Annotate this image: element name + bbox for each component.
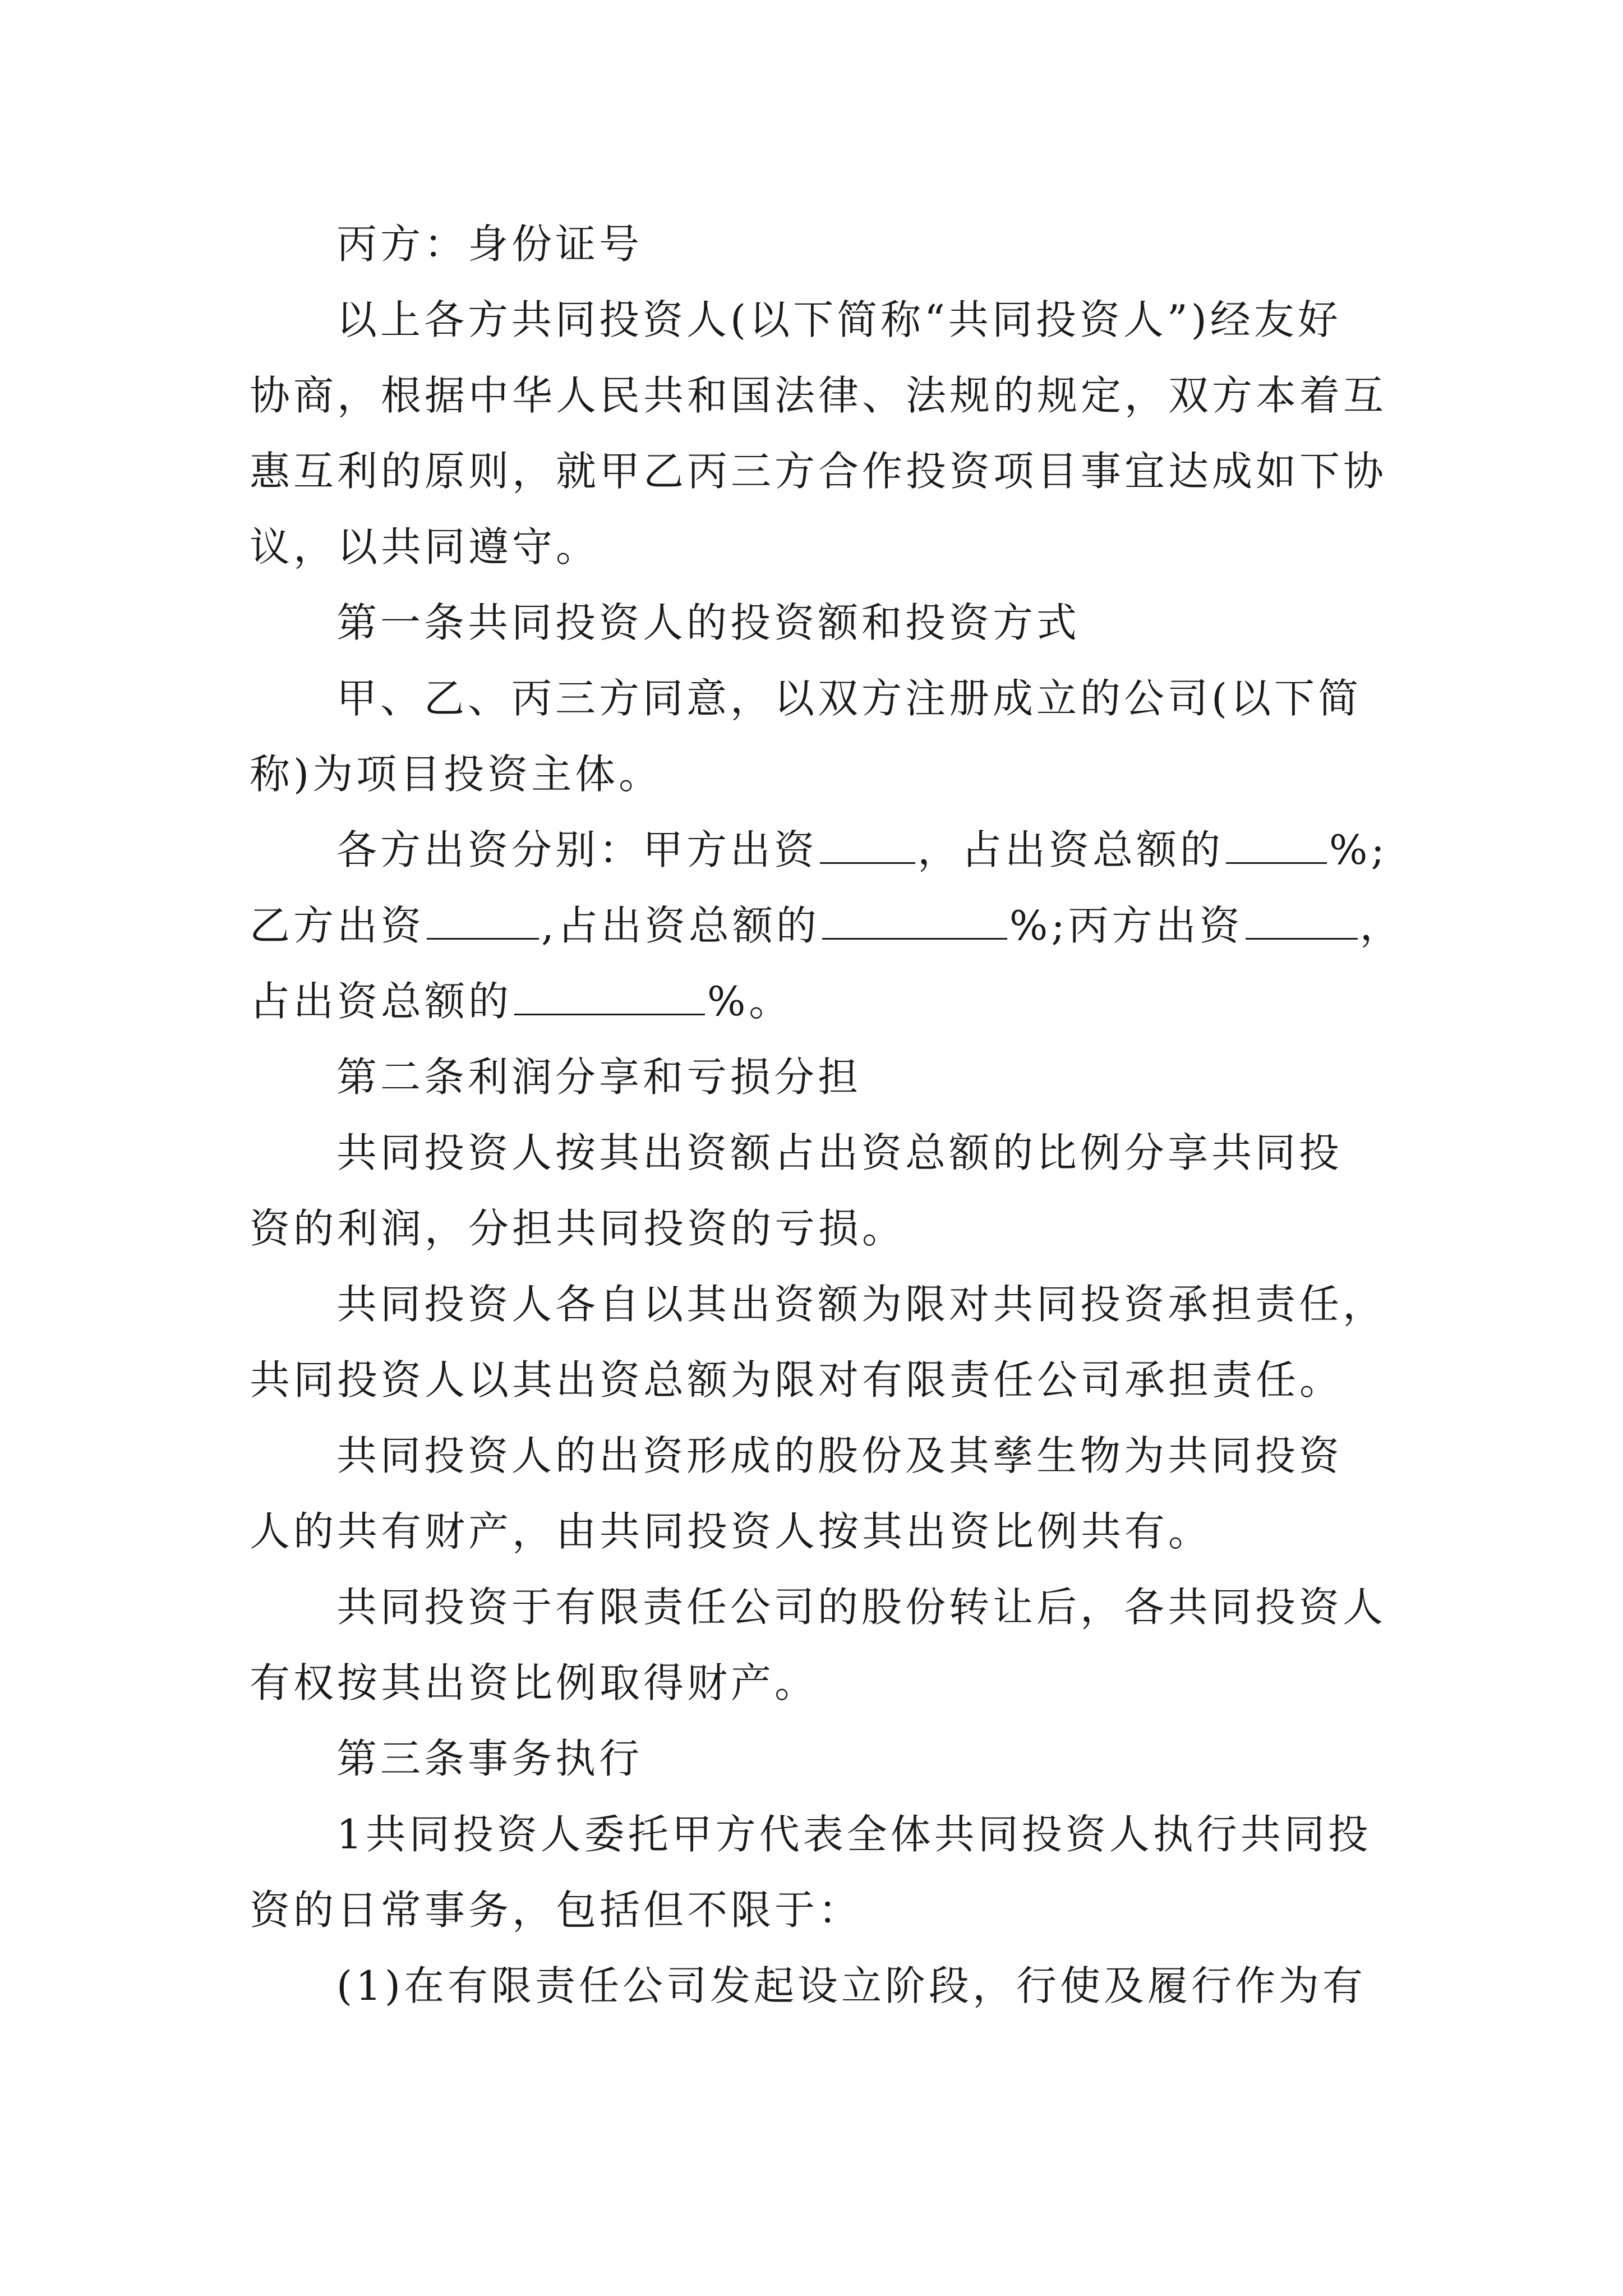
article-2-para-3-line-2 xyxy=(250,1503,1212,1559)
contribution-text-b: ，占出资总额的 xyxy=(917,826,1224,873)
article-2-para-1-line-2 xyxy=(250,1200,906,1257)
contribution-text-d: 乙方出资 xyxy=(250,902,425,949)
article-1-para-1-line-1 xyxy=(336,670,1362,726)
party-a-amount-blank xyxy=(820,823,915,864)
article-2-text-6: 人的共有财产，由共同投资人按其出资比例共有。 xyxy=(250,1508,1212,1555)
contribution-text-a: 各方出资分别：甲方出资 xyxy=(336,826,818,873)
article-3-text-1: 1共同投资人委托甲方代表全体共同投资人执行共同投 xyxy=(336,1811,1372,1858)
preamble-line-3 xyxy=(250,443,1387,499)
article-2-text-2: 资的利润，分担共同投资的亏损。 xyxy=(250,1205,906,1252)
article-2-para-2-line-2 xyxy=(250,1352,1343,1408)
party-c-id-text: 丙方：身份证号 xyxy=(336,220,643,268)
article-2-text-5: 共同投资人的出资形成的股份及其孳生物为共同投资 xyxy=(336,1432,1343,1479)
article-2-text-7: 共同投资于有限责任公司的股份转让后，各共同投资人 xyxy=(336,1584,1387,1631)
article-2-para-1-line-1 xyxy=(336,1125,1343,1181)
preamble-line-1 xyxy=(336,292,1341,348)
contribution-text-h: 占出资总额的 xyxy=(250,978,513,1025)
contribution-text-g: ， xyxy=(1359,902,1404,949)
article-3-item-1-line-1 xyxy=(336,1958,1366,2014)
contribution-text-f: %;丙方出资 xyxy=(1009,902,1243,949)
article-1-text-2: 称)为项目投资主体。 xyxy=(250,751,663,798)
article-1-para-1-line-2 xyxy=(250,746,662,802)
article-3-title: 第三条事务执行 xyxy=(336,1735,643,1782)
party-c-amount-blank xyxy=(1246,899,1358,940)
article-2-title: 第二条利润分享和亏损分担 xyxy=(336,1053,862,1101)
article-1-heading xyxy=(336,595,1080,651)
preamble-line-4 xyxy=(250,519,600,575)
contribution-text-i: %。 xyxy=(707,978,793,1025)
article-2-para-4-line-2 xyxy=(250,1655,818,1711)
article-3-text-2: 资的日常事务，包括但不限于： xyxy=(250,1887,863,1934)
article-2-text-3: 共同投资人各自以其出资额为限对共同投资承担责任， xyxy=(336,1281,1387,1328)
article-2-text-1: 共同投资人按其出资额占出资总额的比例分享共同投 xyxy=(336,1129,1343,1176)
article-2-para-2-line-1 xyxy=(336,1276,1386,1332)
party-b-amount-blank xyxy=(427,899,539,940)
article-1-title: 第一条共同投资人的投资额和投资方式 xyxy=(336,599,1081,646)
party-c-id-line xyxy=(336,216,643,272)
preamble-line-2 xyxy=(250,367,1387,424)
article-2-text-8: 有权按其出资比例取得财产。 xyxy=(250,1659,819,1706)
preamble-text-4: 议，以共同遵守。 xyxy=(250,523,600,570)
party-a-percent-blank xyxy=(1226,823,1327,864)
article-3-para-1-line-2 xyxy=(250,1882,862,1938)
article-2-text-4: 共同投资人以其出资总额为限对有限责任公司承担责任。 xyxy=(250,1356,1344,1404)
preamble-text-2: 协商，根据中华人民共和国法律、法规的规定，双方本着互 xyxy=(250,372,1387,419)
article-3-para-1-line-1 xyxy=(336,1806,1372,1862)
article-3-heading xyxy=(336,1731,643,1787)
article-3-text-3: (1)在有限责任公司发起设立阶段，行使及履行作为有 xyxy=(336,1962,1366,2009)
article-2-para-4-line-1 xyxy=(336,1579,1386,1635)
contribution-line-3 xyxy=(250,973,792,1029)
party-b-percent-blank xyxy=(822,899,1007,940)
contribution-line-2 xyxy=(250,898,1404,954)
contribution-text-c: %; xyxy=(1329,826,1388,873)
party-c-percent-blank xyxy=(514,974,705,1015)
article-2-heading xyxy=(336,1049,861,1105)
contribution-line-1 xyxy=(336,822,1388,878)
contribution-text-e: ,占出资总额的 xyxy=(541,902,820,949)
article-1-text-1: 甲、乙、丙三方同意，以双方注册成立的公司(以下简 xyxy=(336,675,1362,722)
preamble-text-1: 以上各方共同投资人(以下简称“共同投资人”)经友好 xyxy=(336,296,1341,343)
article-2-para-3-line-1 xyxy=(336,1428,1343,1484)
preamble-text-3: 惠互利的原则，就甲乙丙三方合作投资项目事宜达成如下协 xyxy=(250,448,1387,495)
